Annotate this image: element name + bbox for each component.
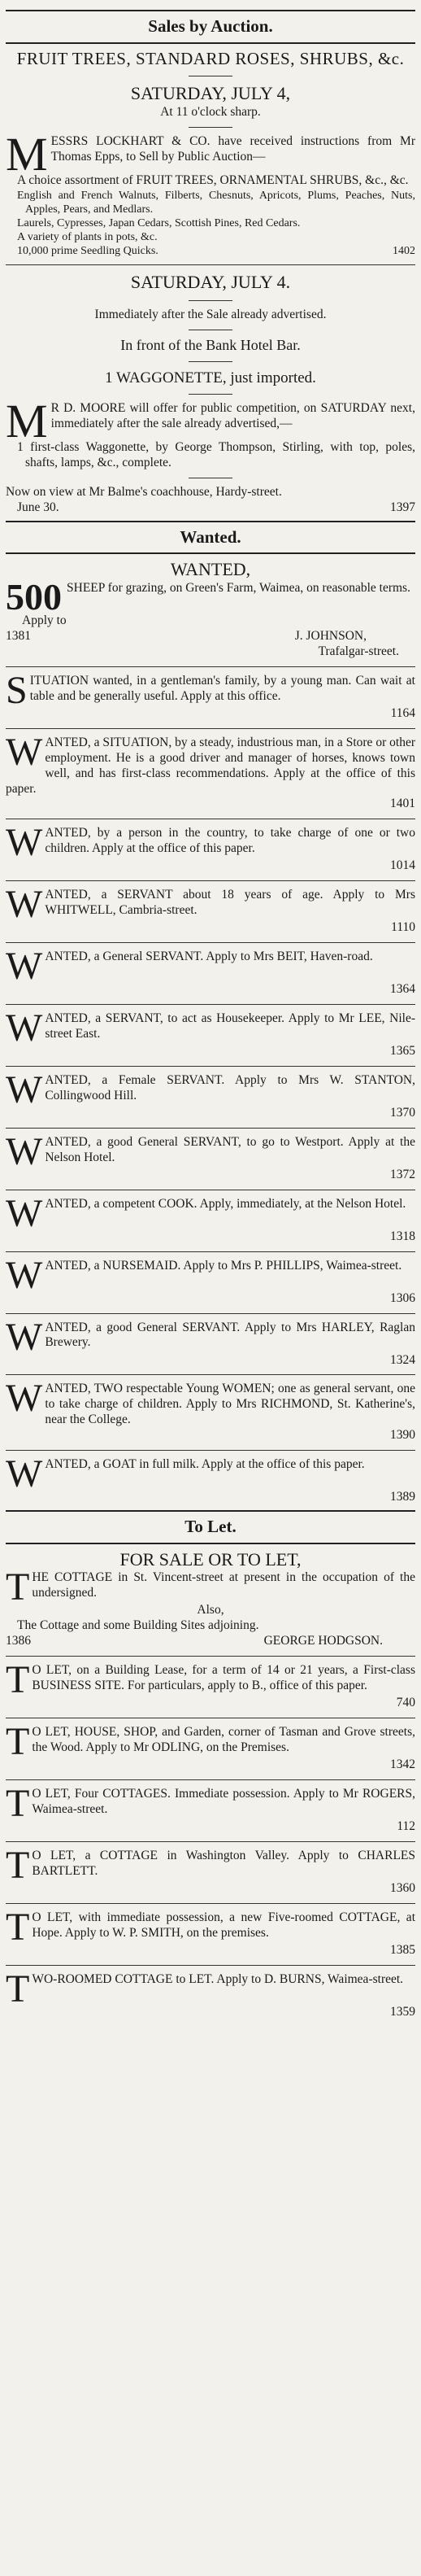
wanted-heading: Wanted. (180, 526, 241, 547)
ad-title: FOR SALE OR TO LET, (119, 1548, 302, 1570)
ad-text: O LET, on a Building Lease, for a term of 14 or 21 years, a First-class BUSINESS SITE. For particulars, apply to B., office of this paper. (32, 1663, 415, 1693)
list-item (6, 1068, 415, 1121)
ad-ref: 1397 (390, 500, 415, 514)
wanted-ad-sheep (6, 559, 415, 660)
ad-ref: 1370 (390, 1105, 415, 1120)
wanted-heading-rule (6, 552, 415, 554)
list-item (6, 668, 415, 722)
ad-text: WO-ROOMED COTTAGE to LET. Apply to D. BURNS, Waimea-street. (32, 1971, 404, 1986)
dropcap: W (6, 1452, 43, 1496)
dropcap: W (6, 945, 43, 989)
ad-ref: 740 (396, 1696, 415, 1710)
ad-title: FRUIT TREES, STANDARD ROSES, SHRUBS, &c. (16, 48, 405, 68)
ad-ref: 1110 (391, 920, 415, 935)
ad-also-text: The Cottage and some Building Sites adjoining. (17, 1618, 259, 1633)
ad-time: At 11 o'clock sharp. (160, 105, 261, 120)
ad-body: HE COTTAGE in St. Vincent-street at present in the occupation of the undersigned. (32, 1570, 415, 1600)
ad-text: ANTED, a SERVANT about 18 years of age. Apply to Mrs WHITWELL, Cambria-street. (45, 888, 415, 918)
tolet-heading-rule (6, 1543, 415, 1544)
separator (6, 1128, 415, 1129)
ad-body: SHEEP for grazing, on Green's Farm, Waimea, on reasonable terms. (67, 581, 410, 596)
list-item (6, 1905, 415, 1958)
ad-text: ANTED, a good General SERVANT, to go to Westport. Apply at the Nelson Hotel. (45, 1134, 415, 1164)
list-item (6, 1377, 415, 1443)
ad-text: ANTED, a good General SERVANT. Apply to Mrs HARLEY, Raglan Brewery. (45, 1320, 415, 1350)
ad-ref: 1324 (390, 1352, 415, 1367)
ad-text: ITUATION wanted, in a gentleman's family, by a young man. Can wait at table and be generally useful. Apply at this office. (29, 673, 415, 703)
auction-heading: Sales by Auction. (148, 16, 273, 36)
separator (6, 1313, 415, 1314)
ad-text: ANTED, a SERVANT, to act as Housekeeper. Apply to Mr LEE, Nile-street East. (45, 1011, 415, 1041)
divider (189, 361, 232, 362)
tolet-ad-cottage-sale (6, 1549, 415, 1650)
dropcap: M (6, 395, 48, 448)
dropcap: T (6, 1905, 30, 1949)
list-item (6, 1452, 415, 1505)
ad-text: ANTED, a SITUATION, by a steady, industrious man, in a Store or other employment. He is a good driver and manager of horses, knows town well, and has first-class recommendations. Apply at the office of this paper. (6, 735, 415, 796)
ad-ref: 1342 (390, 1757, 415, 1772)
ad-ref: 1385 (390, 1942, 415, 1957)
dropcap: T (6, 1781, 30, 1825)
separator (6, 1450, 415, 1451)
ad-line: 10,000 prime Seedling Quicks. (17, 245, 158, 258)
ad-ref: 1365 (390, 1044, 415, 1059)
list-item (6, 1720, 415, 1773)
separator (6, 1965, 415, 1966)
top-rule (6, 10, 415, 11)
sheep-count: 500 (6, 576, 62, 618)
divider (189, 127, 232, 128)
list-item (6, 821, 415, 874)
ad-ref: 1381 (6, 629, 31, 644)
tolet-ads-list (6, 1656, 415, 2019)
auction-ad-waggonette (6, 272, 415, 515)
ad-view: Now on view at Mr Balme's coachhouse, Hardy-street. (6, 484, 282, 499)
separator (6, 1779, 415, 1780)
ad-text: ANTED, a competent COOK. Apply, immediately, at the Nelson Hotel. (45, 1196, 406, 1211)
dropcap: W (6, 1068, 43, 1111)
list-item (6, 1315, 415, 1369)
ad-also: Also, (197, 1603, 224, 1618)
separator (6, 264, 415, 265)
ad-line: A choice assortment of FRUIT TREES, ORNAMENTAL SHRUBS, &c., &c. (17, 172, 409, 187)
ad-line: English and French Walnuts, Filberts, Chesnuts, Apricots, Plums, Peaches, Nuts, Apples, Pears, and Medlars. (17, 189, 415, 216)
dropcap: S (6, 668, 28, 712)
dropcap: W (6, 883, 43, 927)
separator (6, 728, 415, 729)
list-item (6, 1843, 415, 1897)
ad-ref: 1306 (390, 1290, 415, 1305)
ad-text: O LET, HOUSE, SHOP, and Garden, corner of Tasman and Grove streets, the Wood. Apply to Mr ODLING, on the Premises. (32, 1725, 415, 1754)
wanted-ads-list (6, 666, 415, 1505)
ad-body: R D. MOORE will offer for public competition, on SATURDAY next, immediately after the sale already advertised,— (50, 401, 415, 431)
dropcap: W (6, 1315, 43, 1359)
ad-ref: 1389 (390, 1490, 415, 1504)
ad-text: O LET, Four COTTAGES. Immediate possession. Apply to Mr ROGERS, Waimea-street. (32, 1786, 415, 1816)
ad-apply: Apply to (22, 613, 67, 628)
dropcap: W (6, 1191, 43, 1235)
separator (6, 1903, 415, 1904)
separator (6, 880, 415, 881)
separator (6, 1656, 415, 1657)
ad-address: Trafalgar-street. (318, 644, 399, 658)
separator (6, 1251, 415, 1252)
dropcap: W (6, 1129, 43, 1173)
dropcap: T (6, 1967, 30, 2011)
ad-ref: 1386 (6, 1634, 31, 1648)
ad-date: SATURDAY, JULY 4. (130, 272, 291, 293)
ad-name: J. JOHNSON, (294, 629, 367, 644)
ad-ref: 1360 (390, 1880, 415, 1895)
ad-ref: 1014 (390, 858, 415, 873)
ad-text: ANTED, TWO respectable Young WOMEN; one as general servant, one to take charge of children. Apply to Mrs RICHMOND, St. Katherine's, near the College. (45, 1382, 415, 1427)
ad-line: A variety of plants in pots, &c. (17, 231, 158, 244)
ad-text: ANTED, a Female SERVANT. Apply to Mrs W. STANTON, Collingwood Hill. (45, 1072, 415, 1102)
dropcap: W (6, 821, 43, 865)
section-rule (6, 1510, 415, 1512)
ad-date: SATURDAY, JULY 4, (130, 83, 291, 104)
separator (6, 1841, 415, 1842)
list-item (6, 1967, 415, 2020)
dropcap: W (6, 730, 43, 774)
dropcap: T (6, 1658, 30, 1702)
ad-dateline: June 30. (17, 500, 59, 514)
tolet-heading: To Let. (184, 1517, 237, 1537)
ad-body: ESSRS LOCKHART & CO. have received instructions from Mr Thomas Epps, to Sell by Public Auction— (50, 133, 415, 164)
ad-text: ANTED, a GOAT in full milk. Apply at the office of this paper. (45, 1457, 365, 1472)
list-item (6, 945, 415, 998)
separator (6, 1374, 415, 1375)
list-item (6, 883, 415, 936)
separator (6, 666, 415, 667)
ad-line: Laurels, Cypresses, Japan Cedars, Scottish Pines, Red Cedars. (17, 217, 301, 230)
auction-heading-rule (6, 42, 415, 44)
ad-ref: 1359 (390, 2004, 415, 2019)
list-item (6, 1781, 415, 1835)
list-item (6, 1253, 415, 1307)
newspaper-column (6, 0, 415, 2020)
ad-title: WANTED, (170, 559, 251, 580)
list-item (6, 730, 415, 813)
ad-text: ANTED, a General SERVANT. Apply to Mrs BEIT, Haven-road. (45, 950, 373, 964)
ad-name: GEORGE HODGSON. (263, 1634, 383, 1648)
ad-ref: 1402 (393, 245, 415, 258)
divider (189, 300, 232, 301)
list-item (6, 1658, 415, 1711)
divider (189, 394, 232, 395)
auction-ad-fruit-trees (6, 49, 415, 259)
separator (6, 1066, 415, 1067)
dropcap: T (6, 1720, 30, 1764)
dropcap: T (6, 1565, 30, 1609)
dropcap: W (6, 1377, 43, 1421)
ad-item: 1 WAGGONETTE, just imported. (105, 369, 316, 386)
list-item (6, 1191, 415, 1245)
ad-ref: 1401 (390, 797, 415, 811)
ad-ref: 1364 (390, 982, 415, 997)
dropcap: W (6, 1006, 43, 1050)
list-item (6, 1006, 415, 1059)
dropcap: T (6, 1843, 30, 1887)
ad-text: ANTED, a NURSEMAID. Apply to Mrs P. PHILLIPS, Waimea-street. (45, 1258, 402, 1273)
ad-text: ANTED, by a person in the country, to take charge of one or two children. Apply at the office of this paper. (45, 826, 415, 856)
ad-ref: 1372 (390, 1167, 415, 1181)
ad-intro: Immediately after the Sale already advertised. (94, 308, 327, 322)
separator (6, 1004, 415, 1005)
separator (6, 942, 415, 943)
ad-ref: 1164 (390, 705, 415, 720)
section-rule (6, 521, 415, 522)
ad-desc: 1 first-class Waggonette, by George Thompson, Stirling, with top, poles, shafts, lamps, &c., complete. (17, 440, 415, 470)
ad-text: O LET, with immediate possession, a new Five-roomed COTTAGE, at Hope. Apply to W. P. SMITH, on the premises. (32, 1910, 415, 1940)
ad-ref: 112 (397, 1818, 415, 1833)
ad-text: O LET, a COTTAGE in Washington Valley. Apply to CHARLES BARTLETT. (32, 1848, 415, 1878)
list-item (6, 1129, 415, 1183)
ad-ref: 1390 (390, 1428, 415, 1443)
ad-ref: 1318 (390, 1229, 415, 1243)
dropcap: M (6, 127, 48, 181)
ad-location: In front of the Bank Hotel Bar. (120, 336, 301, 353)
dropcap: W (6, 1253, 43, 1297)
